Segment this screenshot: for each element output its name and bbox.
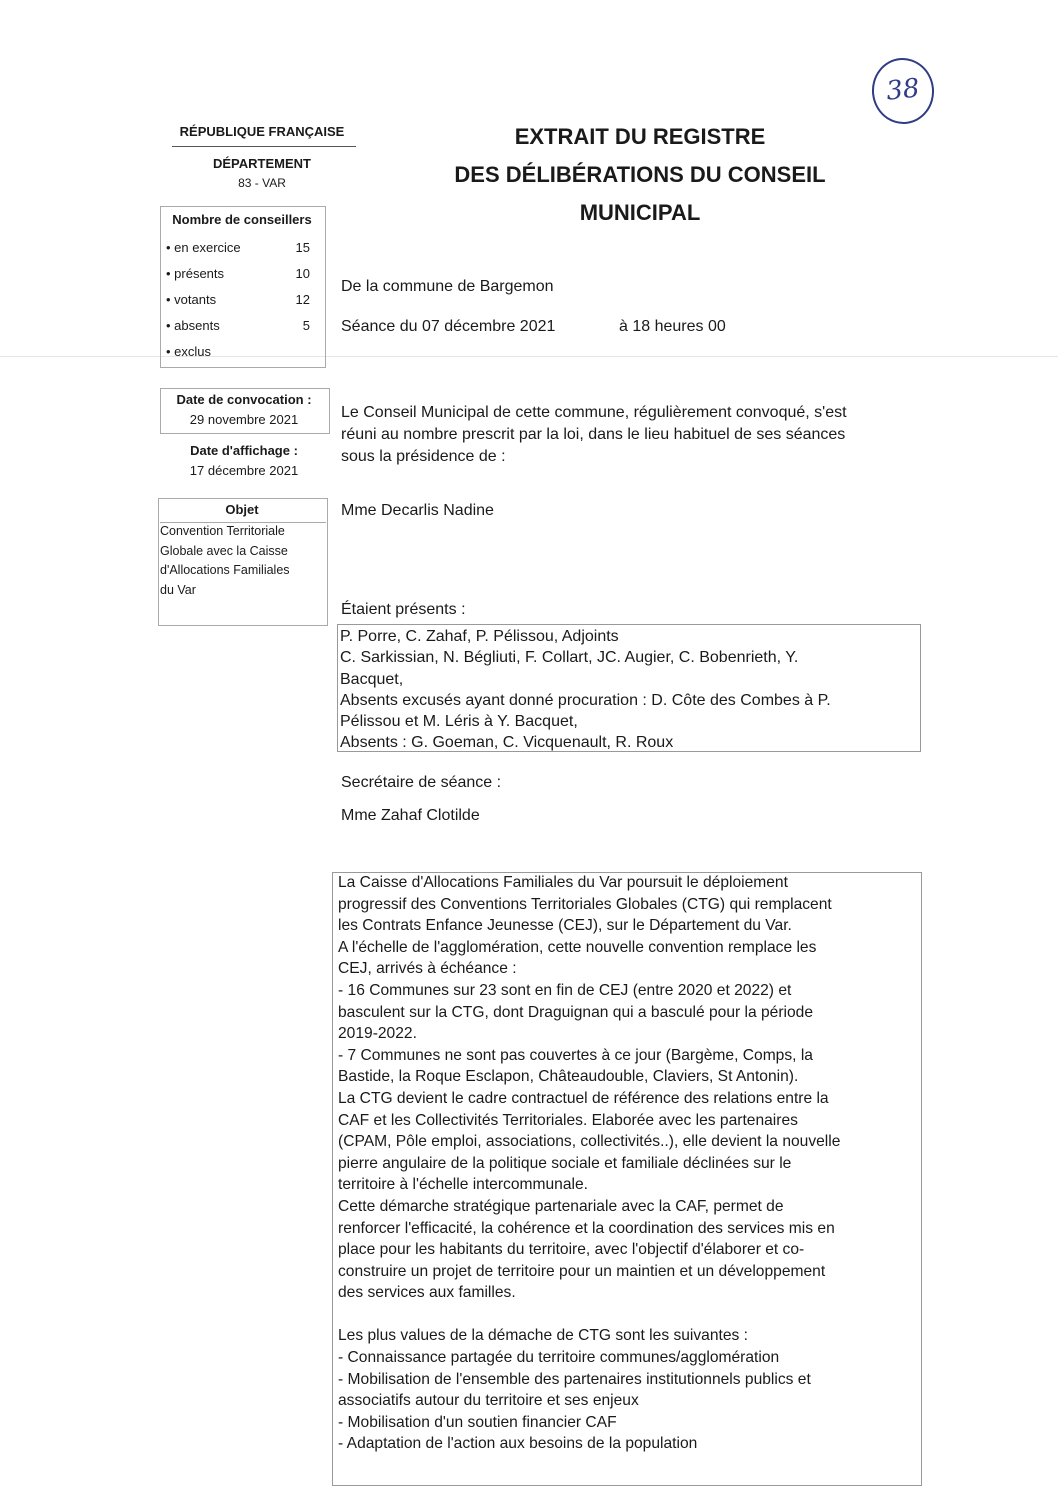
secretary-label: Secrétaire de séance : xyxy=(341,774,502,791)
present-line: C. Sarkissian, N. Bégliuti, F. Collart, JC. Augier, C. Bobenrieth, Y. xyxy=(340,649,799,667)
row-value: 12 xyxy=(295,292,310,307)
plus-values-line: - Connaissance partagée du territoire communes/agglomération xyxy=(338,1349,780,1367)
body-line: La Caisse d'Allocations Familiales du Var poursuit le déploiement xyxy=(338,874,788,891)
object-label: Objet xyxy=(225,502,259,517)
body-line: place pour les habitants du territoire, avec l'objectif d'élaborer et co- xyxy=(338,1241,805,1259)
body-line: CAF et les Collectivités Territoriales. Elaborée avec les partenaires xyxy=(338,1111,798,1129)
body-line: basculent sur la CTG, dont Draguignan qui a basculé pour la période xyxy=(338,1003,814,1021)
plus-values-line: associatifs autour du territoire et ses enjeux xyxy=(338,1392,639,1410)
row-value: 5 xyxy=(302,318,310,333)
affichage-label: Date d'affichage : xyxy=(190,443,298,458)
councillors-title: Nombre de conseillers xyxy=(172,212,312,227)
plus-values-line: - Adaptation de l'action aux besoins de la population xyxy=(338,1435,698,1453)
plus-values-line: - Mobilisation d'un soutien financier CAF xyxy=(338,1413,617,1431)
body-line: La CTG devient le cadre contractuel de référence des relations entre la xyxy=(338,1089,829,1107)
document-title xyxy=(392,118,888,232)
row-label: • en exercice xyxy=(166,240,241,255)
present-label: Étaient présents : xyxy=(341,601,466,618)
body-line: - 16 Communes sur 23 sont en fin de CEJ (entre 2020 et 2022) et xyxy=(338,981,792,999)
intro-paragraph xyxy=(341,402,921,468)
body-line: Bastide, la Roque Esclapon, Châteaudouble, Claviers, St Antonin). xyxy=(338,1068,799,1086)
paragraph-gap xyxy=(338,1304,918,1326)
present-line: Bacquet, xyxy=(340,670,404,688)
handwritten-page-number: 38 xyxy=(869,55,938,127)
body-line: 2019-2022. xyxy=(338,1025,417,1043)
body-line: Cette démarche stratégique partenariale avec la CAF, permet de xyxy=(338,1197,784,1215)
body-line: - 7 Communes ne sont pas couvertes à ce jour (Bargème, Comps, la xyxy=(338,1046,813,1064)
present-line: Pélissou et M. Léris à Y. Bacquet, xyxy=(340,713,578,731)
department-value: 83 - VAR xyxy=(238,176,286,190)
plus-values-line: Les plus values de la démache de CTG sont les suivantes : xyxy=(338,1327,748,1345)
body-line: des services aux familles. xyxy=(338,1284,516,1302)
body-line: (CPAM, Pôle emploi, associations, collectivités..), elle devient la nouvelle xyxy=(338,1133,841,1151)
object-line: d'Allocations Familiales xyxy=(160,563,290,577)
body-line: territoire à l'échelle intercommunale. xyxy=(338,1176,588,1194)
title-line: EXTRAIT DU REGISTRE xyxy=(514,124,766,149)
title-line: MUNICIPAL xyxy=(579,200,701,225)
body-line: construire un projet de territoire pour un maintien et un développement xyxy=(338,1262,826,1280)
title-line: DES DÉLIBÉRATIONS DU CONSEIL xyxy=(454,162,826,187)
body-line: renforcer l'efficacité, la cohérence et la coordination des services mis en xyxy=(338,1219,835,1237)
councillors-row xyxy=(166,266,316,286)
body-line: progressif des Conventions Territoriales Globales (CTG) qui remplacent xyxy=(338,895,832,913)
row-label: • absents xyxy=(166,318,220,333)
convocation-label: Date de convocation : xyxy=(176,392,312,407)
seance-date: Séance du 07 décembre 2021 xyxy=(341,318,556,335)
department-label: DÉPARTEMENT xyxy=(213,156,311,171)
body-line: les Contrats Enfance Jeunesse (CEJ), sur le Département du Var. xyxy=(338,917,792,935)
intro-line: Le Conseil Municipal de cette commune, régulièrement convoqué, s'est xyxy=(341,404,847,421)
convocation-date: 29 novembre 2021 xyxy=(189,412,299,427)
present-line: P. Porre, C. Zahaf, P. Pélissou, Adjoints xyxy=(340,628,619,645)
row-label: • présents xyxy=(166,266,225,281)
row-label: • exclus xyxy=(166,344,212,359)
divider xyxy=(172,146,356,147)
councillors-row xyxy=(166,240,316,260)
present-line: Absents excusés ayant donné procuration : D. Côte des Combes à P. xyxy=(340,691,831,709)
plus-values-line: - Mobilisation de l'ensemble des partenaires institutionnels publics et xyxy=(338,1370,811,1388)
object-line: Convention Territoriale xyxy=(160,524,285,538)
present-line: Absents : G. Goeman, C. Vicquenault, R. Roux xyxy=(340,734,674,752)
object-line: Globale avec la Caisse xyxy=(160,543,288,558)
intro-line: réuni au nombre prescrit par la loi, dans le lieu habituel de ses séances xyxy=(341,426,846,443)
object-text xyxy=(160,522,320,600)
intro-line: sous la présidence de : xyxy=(341,448,506,465)
body-line: CEJ, arrivés à échéance : xyxy=(338,960,517,978)
councillors-row xyxy=(166,318,316,338)
deliberation-text xyxy=(338,872,918,1455)
secretary-name: Mme Zahaf Clotilde xyxy=(341,807,480,824)
present-list xyxy=(340,626,916,754)
affichage-date: 17 décembre 2021 xyxy=(189,463,299,478)
republic-heading: RÉPUBLIQUE FRANÇAISE xyxy=(179,124,345,139)
object-line: du Var xyxy=(160,582,196,597)
president-name: Mme Decarlis Nadine xyxy=(341,502,494,519)
row-value: 15 xyxy=(295,240,310,255)
councillors-row xyxy=(166,292,316,312)
councillors-row xyxy=(166,344,316,364)
row-label: • votants xyxy=(166,292,217,307)
commune-name: De la commune de Bargemon xyxy=(341,278,554,295)
seance-time: à 18 heures 00 xyxy=(619,318,726,335)
body-line: pierre angulaire de la politique sociale et familiale déclinées sur le xyxy=(338,1154,792,1172)
scan-artifact-line xyxy=(0,356,1058,357)
body-line: A l'échelle de l'agglomération, cette nouvelle convention remplace les xyxy=(338,938,817,956)
row-value: 10 xyxy=(295,266,310,281)
